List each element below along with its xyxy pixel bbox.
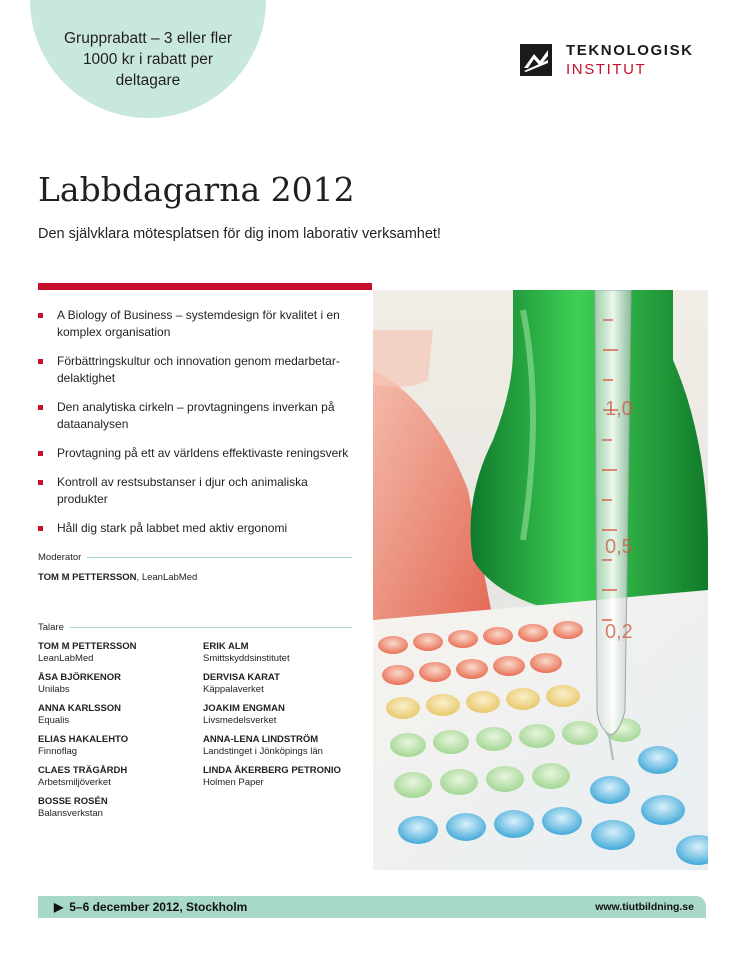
topic-item: Håll dig stark på labbet med aktiv ergonomi: [38, 520, 358, 537]
moderator-entry: [38, 572, 197, 583]
speaker-org: Livsmedelsverket: [203, 715, 277, 726]
topic-list: [38, 307, 358, 549]
speaker-org: LeanLabMed: [38, 653, 94, 664]
speaker-entry: [203, 734, 373, 758]
logo-mark-icon: [520, 44, 552, 76]
speaker-entry: [203, 703, 373, 727]
speakers-heading: [38, 620, 352, 634]
speaker-name: ELIAS HAKALEHTO: [38, 734, 129, 745]
speaker-entry: [38, 765, 208, 789]
speaker-entry: [203, 672, 373, 696]
discount-badge-text: Grupprabatt – 3 eller fler 1000 kr i rabatt per deltagare: [63, 30, 232, 89]
speaker-entry: [38, 641, 208, 665]
moderator-separator: ,: [136, 572, 142, 583]
speaker-name: ÅSA BJÖRKENOR: [38, 672, 122, 683]
pipette-mark: 0,5: [605, 536, 633, 558]
speaker-name: ERIK ALM: [203, 641, 249, 652]
topic-item: Kontroll av restsubstanser i djur och animaliska produkter: [38, 474, 358, 508]
topic-item: A Biology of Business – systemdesign för kvalitet i en komplex organisation: [38, 307, 358, 341]
speaker-name: CLAES TRÄGÅRDH: [38, 765, 128, 776]
speaker-org: Landstinget i Jönköpings län: [203, 746, 323, 757]
logo-text-teknologisk: TEKNOLOGISK: [566, 42, 694, 59]
page-title: Labbdagarna 2012: [38, 170, 355, 209]
topic-item: Provtagning på ett av världens effektivaste reningsverk: [38, 445, 358, 462]
speaker-entry: [203, 765, 373, 789]
speaker-entry: [38, 672, 208, 696]
speaker-org: Käppalaverket: [203, 684, 264, 695]
moderator-name: TOM M PETTERSSON: [38, 572, 137, 583]
speaker-name: TOM M PETTERSSON: [38, 641, 137, 652]
speaker-name: JOAKIM ENGMAN: [203, 703, 285, 714]
pipette-mark: 0,2: [605, 621, 633, 643]
speaker-name: DERVISA KARAT: [203, 672, 280, 683]
event-date-text: 5–6 december 2012, Stockholm: [69, 900, 248, 914]
footer-bar: [38, 896, 706, 918]
speaker-org: Arbetsmiljöverket: [38, 777, 111, 788]
topic-item: Förbättringskultur och innovation genom medarbetar-delaktighet: [38, 353, 358, 387]
speaker-name: ANNA KARLSSON: [38, 703, 122, 714]
speaker-name: LINDA ÅKERBERG PETRONIO: [203, 765, 341, 776]
speaker-entry: [38, 796, 208, 820]
speakers-rule: [70, 627, 352, 628]
speaker-name: BOSSE ROSÉN: [38, 796, 108, 807]
moderator-heading-label: Moderator: [38, 551, 82, 563]
event-date-place: [54, 900, 247, 914]
speaker-org: Finnoflag: [38, 746, 78, 757]
topic-item: Den analytiska cirkeln – provtagningens inverkan på dataanalysen: [38, 399, 358, 433]
logo-text-institut: INSTITUT: [566, 61, 647, 78]
website-link[interactable]: www.tiutbildning.se: [595, 901, 694, 913]
speaker-org: Unilabs: [38, 684, 70, 695]
speaker-entry: [203, 641, 373, 665]
moderator-rule: [87, 557, 352, 558]
moderator-org: LeanLabMed: [141, 572, 198, 583]
speakers-heading-label: Talare: [38, 621, 64, 633]
pipette-mark: 1,0: [605, 398, 633, 420]
speaker-org: Equalis: [38, 715, 70, 726]
speakers-column-2: [203, 641, 373, 796]
accent-divider: [38, 283, 372, 290]
speaker-entry: [38, 703, 208, 727]
speakers-column-1: [38, 641, 208, 827]
lab-photo: [373, 290, 708, 870]
play-arrow-icon: ▶: [54, 900, 64, 914]
page-subtitle: Den självklara mötesplatsen för dig inom laborativ verksamhet!: [38, 226, 441, 242]
moderator-heading: [38, 550, 352, 564]
speaker-name: ANNA-LENA LINDSTRÖM: [203, 734, 319, 745]
speaker-entry: [38, 734, 208, 758]
speaker-org: Smittskyddsinstitutet: [203, 653, 290, 664]
speaker-org: Holmen Paper: [203, 777, 264, 788]
speaker-org: Balansverkstan: [38, 808, 103, 819]
